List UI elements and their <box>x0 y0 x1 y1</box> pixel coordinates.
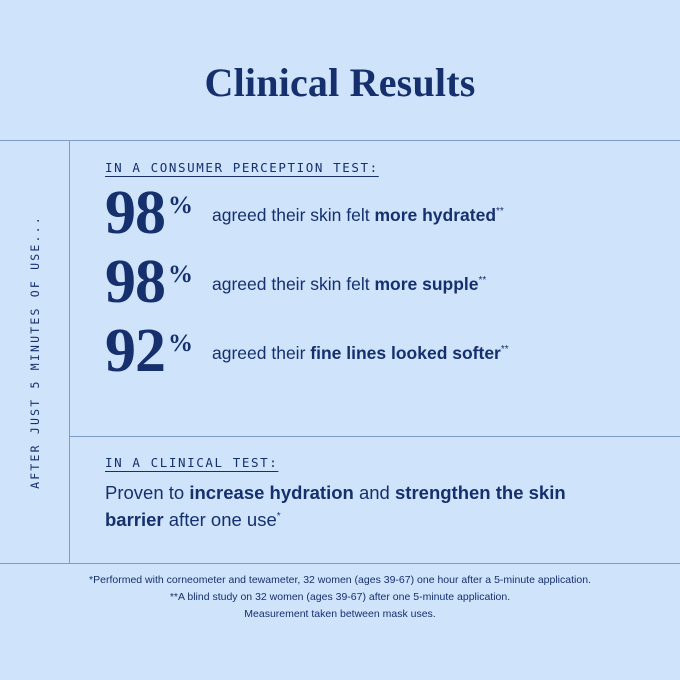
consumer-perception-section <box>105 160 665 384</box>
clinical-bold-2: strengthen the skin barrier <box>105 482 566 530</box>
footnote-item: *Performed with corneometer and tewameter, 32 women (ages 39-67) one hour after a 5-minute application. <box>89 574 591 586</box>
stat-unit: % <box>168 330 193 358</box>
divider-top <box>0 140 680 141</box>
clinical-test-section <box>105 455 665 534</box>
footnotes <box>0 572 680 623</box>
stat-row <box>105 250 665 315</box>
stat-description-prefix: agreed their skin felt <box>212 274 375 295</box>
stat-unit: % <box>168 192 193 219</box>
divider-bottom <box>0 563 680 564</box>
stat-description-prefix: agreed their skin felt <box>212 205 375 225</box>
stat-description-bold: more hydrated <box>374 205 497 225</box>
stat-row <box>105 319 665 384</box>
stat-footnote-marker: ** <box>478 275 487 287</box>
clinical-bold-1: increase hydration <box>189 482 354 503</box>
stat-value: 98 <box>105 248 165 317</box>
divider-middle <box>70 436 680 437</box>
clinical-mid: and <box>353 482 395 503</box>
clinical-test-heading: IN A CLINICAL TEST: <box>105 455 279 470</box>
stat-description-bold: fine lines looked softer <box>310 343 501 364</box>
stat-row <box>105 181 665 246</box>
stat-unit: % <box>168 261 193 289</box>
stat-footnote-marker: ** <box>496 206 504 218</box>
stat-footnote-marker: ** <box>500 344 509 356</box>
side-label-text: AFTER JUST 5 MINUTES OF USE... <box>27 214 42 489</box>
clinical-suffix: after one use <box>163 508 277 530</box>
footnote-item: **A blind study on 32 women (ages 39-67) after one 5-minute application. <box>169 591 511 603</box>
stat-value: 92 <box>105 317 165 386</box>
clinical-prefix: Proven to <box>105 482 190 503</box>
footnote-item: Measurement taken between mask uses. <box>244 608 436 620</box>
page-title: Clinical Results <box>204 60 476 105</box>
clinical-test-statement <box>105 480 575 534</box>
stat-description <box>212 205 504 226</box>
stat-value: 98 <box>105 179 165 247</box>
side-label <box>0 140 69 563</box>
stat-description <box>212 274 486 295</box>
stat-description-bold: more supple <box>374 274 479 295</box>
consumer-perception-heading: IN A CONSUMER PERCEPTION TEST: <box>105 160 379 175</box>
divider-vertical <box>69 140 70 563</box>
stat-description-prefix: agreed their <box>212 343 311 364</box>
clinical-footnote-marker: * <box>276 510 281 522</box>
stat-description <box>212 343 509 364</box>
